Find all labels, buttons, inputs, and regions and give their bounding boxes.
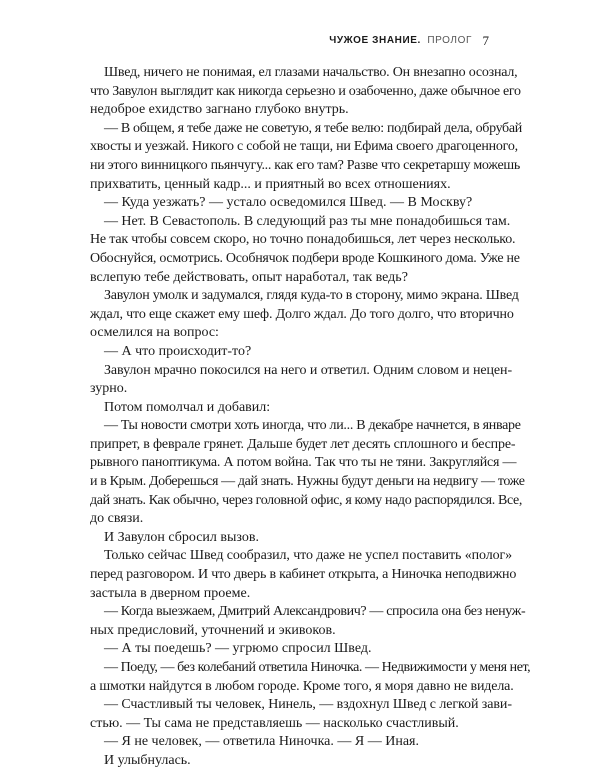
text-line: Обоснуйся, осмотрись. Особнячок подбери вроде Кошкиного дома. Уже не [90, 250, 520, 266]
text-line: — В общем, я тебе даже не советую, я тебе велю: подбирай дела, обрубай [104, 120, 522, 136]
text-line: а шмотки найдутся в любом городе. Кроме того, я моря давно не видела. [90, 678, 514, 694]
text-line: ни этого винницкого пьянчугу... как его там? Разве что секретаршу можешь [90, 157, 520, 173]
body-text [90, 64, 531, 771]
text-line: — Куда уезжать? — устало осведомился Швед. — В Москву? [104, 195, 473, 211]
text-line: — Ты новости смотри хоть иногда, что ли... В декабре начнется, в январе [104, 418, 521, 434]
text-line: недоброе ехидство загнано глубоко внутрь. [90, 102, 349, 118]
text-line: — Нет. В Севастополь. В следующий раз ты мне понадобишься там. [104, 213, 511, 229]
text-line: прихватить, ценный кадр... и приятный во всех отношениях. [90, 176, 451, 192]
text-line: ных предисловий, уточнений и экивоков. [90, 622, 336, 638]
text-line: — Поеду, — без колебаний ответила Ниночка. — Недвижимости у меня нет, [104, 660, 531, 675]
text-line: осмелился на вопрос: [90, 325, 219, 341]
text-line: — А ты поедешь? — угрюмо спросил Швед. [104, 641, 372, 657]
text-line: И Завулон сбросил вызов. [104, 529, 259, 545]
text-line: Завулон мрачно покосился на него и ответил. Одним словом и нецен- [104, 362, 513, 378]
section-title: ПРОЛОГ [427, 35, 472, 46]
text-line: дай знать. Как обычно, через головной офис, я кому надо распорядился. Все, [90, 492, 523, 508]
running-head [329, 35, 472, 46]
text-line: и в Крым. Доберешься — дай знать. Нужны будут деньги на недвигу — тоже [90, 474, 525, 490]
text-line: И улыбнулась. [104, 752, 191, 768]
book-title: ЧУЖОЕ ЗНАНИЕ. [329, 35, 421, 46]
text-line: Потом помолчал и добавил: [104, 399, 271, 415]
text-line: припрет, в феврале грянет. Дальше будет лет десять сплошного и беспре- [90, 436, 516, 452]
text-line: зурно. [90, 381, 128, 397]
text-line: стью. — Ты сама не представляешь — насколько счастливый. [90, 715, 459, 731]
text-line: — А что происходит-то? [104, 343, 252, 359]
text-line: Только сейчас Швед сообразил, что даже не успел поставить «полог» [104, 548, 513, 564]
text-line: хвосты и уезжай. Никого с собой не тащи, ни Ефима своего драгоценного, [90, 139, 518, 155]
text-line: Не так чтобы совсем скоро, но точно понадобишься, лет через несколько. [90, 232, 516, 248]
page-number: 7 [482, 33, 489, 48]
text-line: — Когда выезжаем, Дмитрий Александрович? — спросила она без ненуж- [104, 604, 526, 620]
text-line: что Завулон выглядит как никогда серьезно и озабоченно, даже обычное его [90, 83, 521, 99]
text-line: вслепую тебе действовать, опыт наработал, так ведь? [90, 269, 408, 285]
text-line: Швед, ничего не понимая, ел глазами начальство. Он внезапно осознал, [104, 65, 518, 80]
text-line: рывного паноптикума. А потом война. Так что ты не тяни. Закругляйся — [90, 455, 517, 471]
text-line: — Я не человек, — ответила Ниночка. — Я — Иная. [104, 734, 419, 750]
text-line: Завулон умолк и задумался, глядя куда-то в сторону, мимо экрана. Швед [104, 288, 519, 304]
text-line: до связи. [90, 511, 144, 527]
text-line: ждал, что еще скажет ему шеф. Долго ждал. До того долго, что вторично [90, 306, 514, 322]
text-line: перед разговором. И что дверь в кабинет открыта, а Ниночка неподвижно [90, 567, 517, 583]
text-line: — Счастливый ты человек, Нинель, — вздохнул Швед с легкой зави- [104, 697, 512, 713]
text-line: застыла в дверном проеме. [90, 585, 251, 601]
